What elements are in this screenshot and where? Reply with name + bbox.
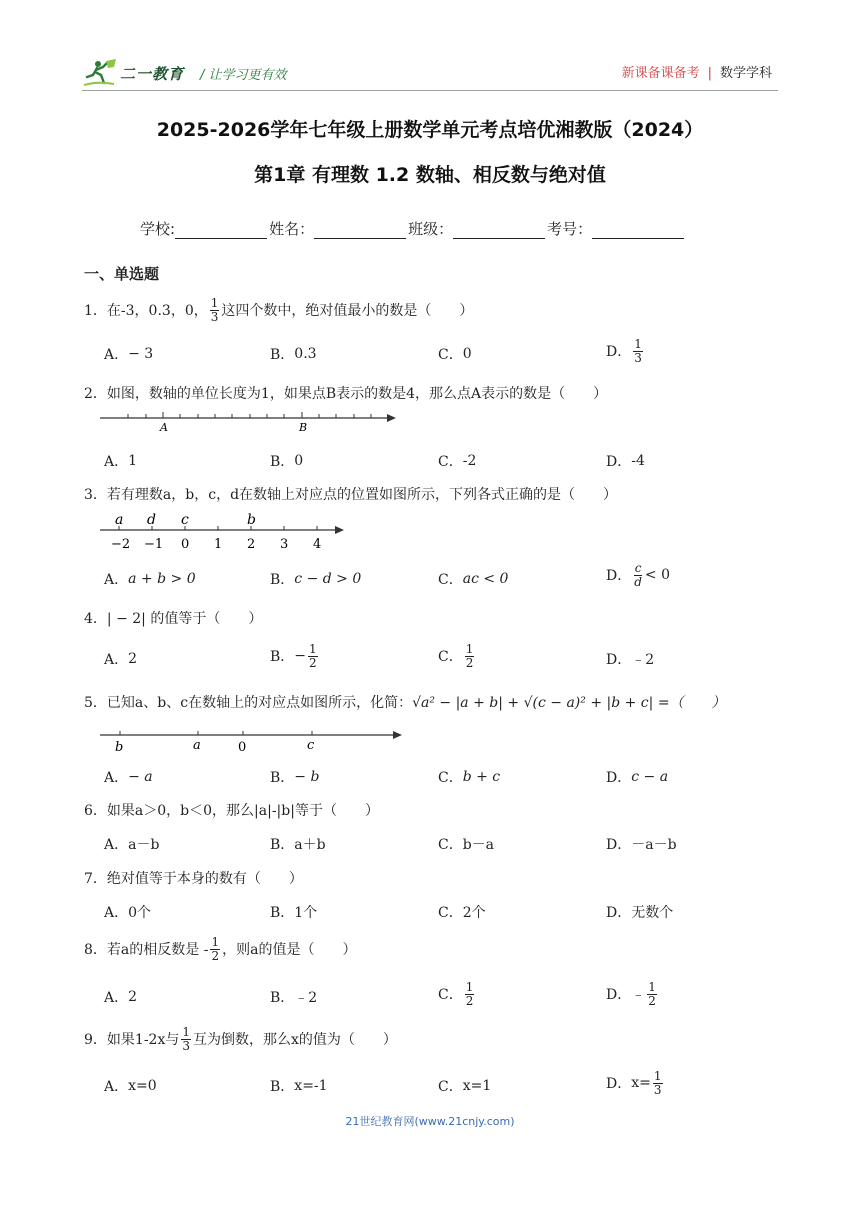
field-exam-number[interactable]: 考号： bbox=[547, 218, 686, 239]
field-school[interactable]: 学校: bbox=[140, 218, 269, 239]
q9-option-a[interactable]: A． x=0 bbox=[104, 1078, 157, 1095]
point-label: b bbox=[115, 740, 124, 755]
question-1: 1． 在-3，0.3，0， $\frac{1}{3}$ 这四个数中，绝对值最小的数是（ ） bbox=[84, 296, 474, 324]
q4-option-d[interactable]: D． ﹣2 bbox=[606, 652, 655, 668]
number-line-q5 bbox=[98, 725, 408, 755]
q5-option-b[interactable]: B． − b bbox=[270, 769, 320, 786]
point-label: c bbox=[307, 738, 315, 753]
question-7: 7． 绝对值等于本身的数有（ ） bbox=[84, 871, 303, 887]
school-blank[interactable] bbox=[175, 222, 267, 239]
header-tag-subject: 数学学科 bbox=[719, 66, 772, 81]
point-label: b bbox=[247, 512, 256, 528]
q6-option-b[interactable]: B． a＋b bbox=[270, 837, 326, 853]
point-label: d bbox=[147, 512, 156, 528]
point-label: a bbox=[115, 512, 124, 528]
q3-option-a[interactable]: A． a + b > 0 bbox=[104, 571, 196, 588]
section-title: 一、单选题 bbox=[84, 265, 160, 283]
q9-option-c[interactable]: C． x=1 bbox=[438, 1078, 492, 1095]
q5-option-a[interactable]: A． − a bbox=[104, 769, 153, 786]
header-right bbox=[622, 62, 772, 81]
q6-option-c[interactable]: C． b－a bbox=[438, 837, 495, 853]
tick-label: 4 bbox=[313, 537, 322, 552]
q7-option-a[interactable]: A． 0个 bbox=[104, 905, 152, 921]
q2-option-d[interactable]: D． -4 bbox=[606, 453, 645, 470]
point-label: A bbox=[160, 421, 168, 434]
point-label: a bbox=[193, 738, 201, 753]
tick-label: −1 bbox=[144, 537, 164, 552]
q1-option-b[interactable]: B． 0.3 bbox=[270, 346, 317, 363]
q6-option-d[interactable]: D． －a－b bbox=[606, 837, 677, 853]
runner-logo-icon bbox=[84, 59, 118, 87]
header-separator: | bbox=[707, 66, 712, 81]
footer-link[interactable]: 21世纪教育网(www.21cnjy.com) bbox=[345, 1115, 515, 1128]
number-line-q2 bbox=[98, 408, 400, 438]
q4-option-c[interactable]: C． $\frac{1}{2}$ bbox=[438, 642, 474, 670]
tick-label: 3 bbox=[280, 537, 289, 552]
document-title: 2025-2026学年七年级上册数学单元考点培优湘教版（2024） bbox=[156, 119, 704, 141]
exam-number-blank[interactable] bbox=[592, 222, 684, 239]
q3-option-c[interactable]: C． ac < 0 bbox=[438, 571, 509, 588]
q1-option-d[interactable]: D． $\frac{1}{3}$ bbox=[606, 337, 642, 365]
header-brand bbox=[84, 56, 287, 90]
q9-option-d[interactable]: D． x= $\frac{1}{3}$ bbox=[606, 1069, 662, 1097]
q7-option-d[interactable]: D． 无数个 bbox=[606, 905, 674, 921]
question-4: 4． | − 2| 的值等于（ ） bbox=[84, 611, 263, 627]
tick-label: 2 bbox=[247, 537, 256, 552]
q1-option-c[interactable]: C． 0 bbox=[438, 346, 472, 363]
question-8: 8． 若a的相反数是 - $\frac{1}{2}$ ，则a的值是（ ） bbox=[84, 935, 357, 963]
q2-option-b[interactable]: B． 0 bbox=[270, 453, 304, 470]
q3-option-d[interactable]: D． $\frac{c}{d}$ < 0 bbox=[606, 561, 671, 589]
q4-option-a[interactable]: A． 2 bbox=[104, 651, 138, 668]
question-3: 3． 若有理数a，b，c，d在数轴上对应点的位置如图所示，下列各式正确的是（ ） bbox=[84, 487, 618, 503]
q7-option-c[interactable]: C． 2个 bbox=[438, 905, 486, 921]
logo bbox=[84, 59, 184, 87]
point-label: c bbox=[181, 512, 189, 528]
q8-option-b[interactable]: B． ﹣2 bbox=[270, 990, 318, 1006]
q6-option-a[interactable]: A． a－b bbox=[104, 837, 160, 853]
slogan: / 让学习更有效 bbox=[200, 67, 287, 83]
q8-option-a[interactable]: A． 2 bbox=[104, 989, 138, 1006]
q2-option-a[interactable]: A． 1 bbox=[104, 453, 138, 470]
fraction: $\frac{1}{3}$ bbox=[210, 296, 219, 324]
point-label: 0 bbox=[238, 740, 247, 755]
q8-option-d[interactable]: D． ﹣ $\frac{1}{2}$ bbox=[606, 980, 656, 1008]
name-blank[interactable] bbox=[314, 222, 406, 239]
student-info bbox=[140, 218, 686, 239]
header-tag-course: 新课备课备考 bbox=[621, 66, 700, 81]
chapter-title: 第1章 有理数 1.2 数轴、相反数与绝对值 bbox=[254, 164, 606, 186]
field-name[interactable]: 姓名： bbox=[269, 218, 408, 239]
q8-option-c[interactable]: C． $\frac{1}{2}$ bbox=[438, 980, 474, 1008]
q1-option-a[interactable]: A． − 3 bbox=[104, 346, 154, 363]
q4-option-b[interactable]: B． − $\frac{1}{2}$ bbox=[270, 642, 317, 670]
tick-label: 1 bbox=[214, 537, 223, 552]
tick-label: −2 bbox=[111, 537, 131, 552]
q7-option-b[interactable]: B． 1个 bbox=[270, 905, 318, 921]
number-line-q3 bbox=[98, 509, 348, 553]
q9-option-b[interactable]: B． x=-1 bbox=[270, 1078, 328, 1095]
logo-text: 二一教育 bbox=[120, 64, 185, 83]
q3-option-b[interactable]: B． c − d > 0 bbox=[270, 571, 362, 588]
class-blank[interactable] bbox=[453, 222, 545, 239]
header-divider bbox=[82, 90, 778, 91]
q5-option-d[interactable]: D． c − a bbox=[606, 769, 669, 786]
question-5: 5． 已知a、b、c在数轴上的对应点如图所示，化简： √a² − |a + b| + √(c − a)² + |b + c| =（ ） bbox=[84, 695, 726, 711]
q2-option-c[interactable]: C． -2 bbox=[438, 453, 477, 470]
q5-option-c[interactable]: C． b + c bbox=[438, 769, 501, 786]
question-6: 6． 如果a＞0，b＜0，那么|a|-|b|等于（ ） bbox=[84, 803, 379, 819]
question-2: 2． 如图，数轴的单位长度为1，如果点B表示的数是4，那么点A表示的数是（ ） bbox=[84, 386, 608, 402]
point-label: B bbox=[299, 421, 308, 434]
field-class[interactable]: 班级： bbox=[408, 218, 547, 239]
question-9: 9． 如果1-2x与 $\frac{1}{3}$ 互为倒数，那么x的值为（ ） bbox=[84, 1025, 397, 1053]
tick-label: 0 bbox=[181, 537, 190, 552]
